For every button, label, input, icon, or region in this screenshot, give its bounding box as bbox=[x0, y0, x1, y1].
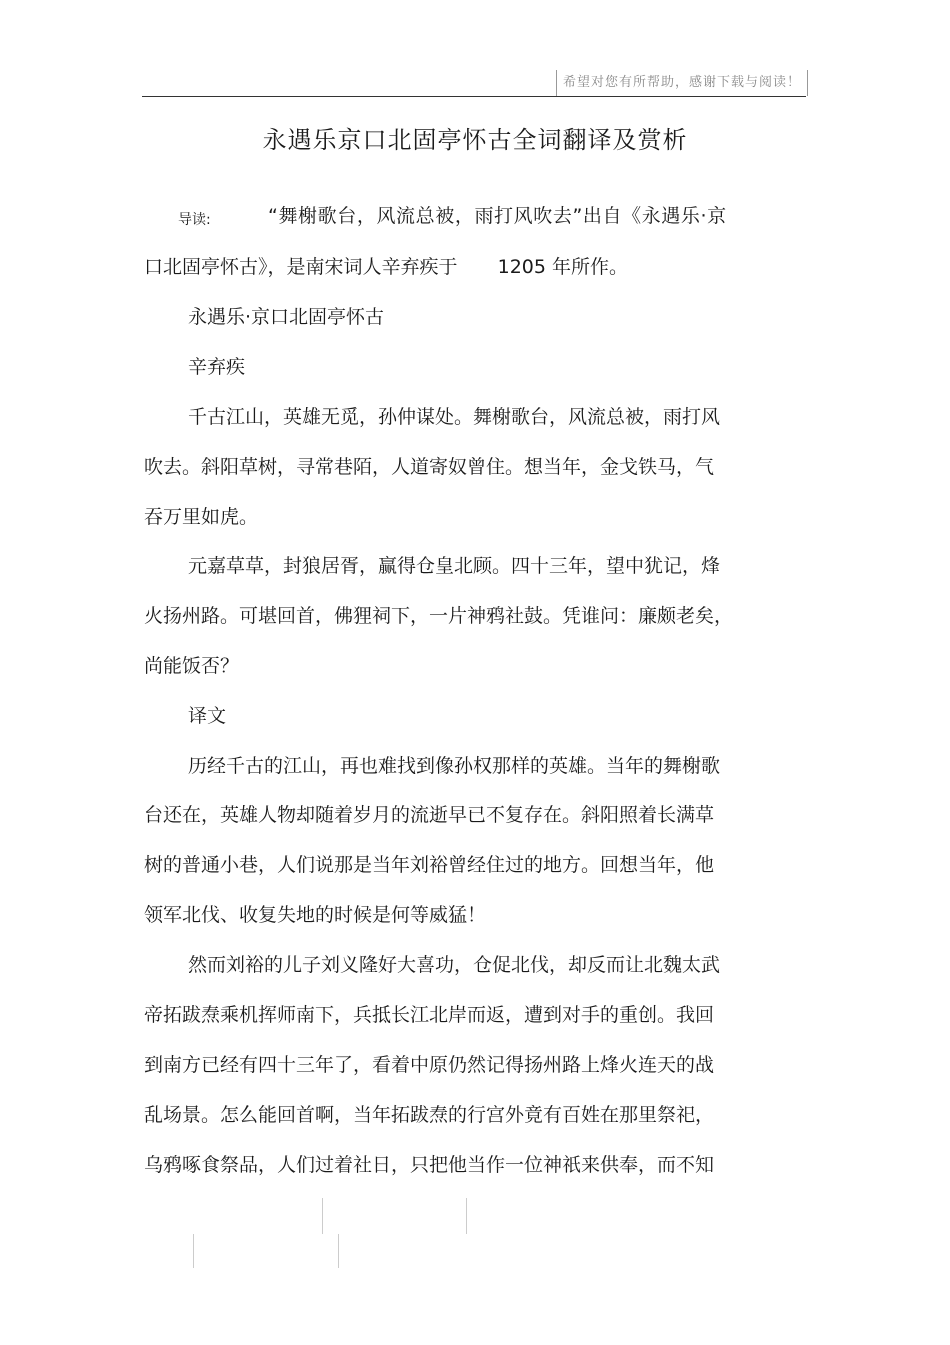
scan-mark bbox=[338, 1234, 339, 1268]
poem-line: 元嘉草草，封狼居胥，赢得仓皇北顾。四十三年，望中犹记，烽 bbox=[188, 555, 721, 577]
intro-line-1: “舞榭歌台，风流总被，雨打风吹去”出自《永遇乐·京 bbox=[268, 205, 727, 227]
intro-year: 1205 bbox=[497, 256, 546, 278]
scan-mark bbox=[466, 1198, 467, 1234]
translation-line: 到南方已经有四十三年了，看着中原仍然记得扬州路上烽火连天的战 bbox=[144, 1054, 715, 1076]
translation-line: 乱场景。怎么能回首啊，当年拓跋焘的行宫外竟有百姓在那里祭祀， bbox=[144, 1104, 715, 1126]
poem-line: 吹去。斜阳草树，寻常巷陌，人道寄奴曾住。想当年，金戈铁马，气 bbox=[144, 456, 715, 478]
poem-line: 尚能饭否？ bbox=[144, 655, 240, 677]
translation-line: 帝拓跋焘乘机挥师南下，兵抵长江北岸而返，遭到对手的重创。我回 bbox=[144, 1004, 715, 1026]
translation-line: 然而刘裕的儿子刘义隆好大喜功，仓促北伐，却反而让北魏太武 bbox=[188, 954, 721, 976]
poem-line: 千古江山，英雄无觅，孙仲谋处。舞榭歌台，风流总被，雨打风 bbox=[188, 406, 721, 428]
document-title: 永遇乐京口北固亭怀古全词翻译及赏析 bbox=[262, 126, 688, 154]
intro-line-2-text: 口北固亭怀古》，是南宋词人辛弃疾于 bbox=[144, 256, 458, 278]
header-banner: 希望对您有所帮助，感谢下载与阅读！ bbox=[556, 70, 808, 96]
translation-line: 乌鸦啄食祭品，人们过着社日，只把他当作一位神祇来供奉，而不知 bbox=[144, 1154, 715, 1176]
translation-line: 台还在，英雄人物却随着岁月的流逝早已不复存在。斜阳照着长满草 bbox=[144, 804, 715, 826]
header-divider bbox=[142, 96, 806, 97]
translation-line: 领军北伐、收复失地的时候是何等威猛！ bbox=[144, 904, 487, 926]
translation-line: 历经千古的江山，再也难找到像孙权那样的英雄。当年的舞榭歌 bbox=[188, 755, 721, 777]
intro-line-2-end: 年所作。 bbox=[552, 256, 629, 278]
poem-line: 吞万里如虎。 bbox=[144, 506, 259, 528]
translation-heading: 译文 bbox=[188, 705, 227, 727]
translation-line: 树的普通小巷，人们说那是当年刘裕曾经住过的地方。回想当年，他 bbox=[144, 854, 715, 876]
scan-mark bbox=[322, 1198, 323, 1234]
poem-line: 火扬州路。可堪回首，佛狸祠下，一片神鸦社鼓。凭谁问：廉颇老矣， bbox=[144, 605, 734, 627]
intro-label: 导读: bbox=[178, 212, 211, 228]
scan-mark bbox=[193, 1234, 194, 1268]
poem-title: 永遇乐·京口北固亭怀古 bbox=[188, 306, 385, 328]
poem-author: 辛弃疾 bbox=[188, 356, 246, 378]
intro-line-2 bbox=[144, 252, 628, 282]
